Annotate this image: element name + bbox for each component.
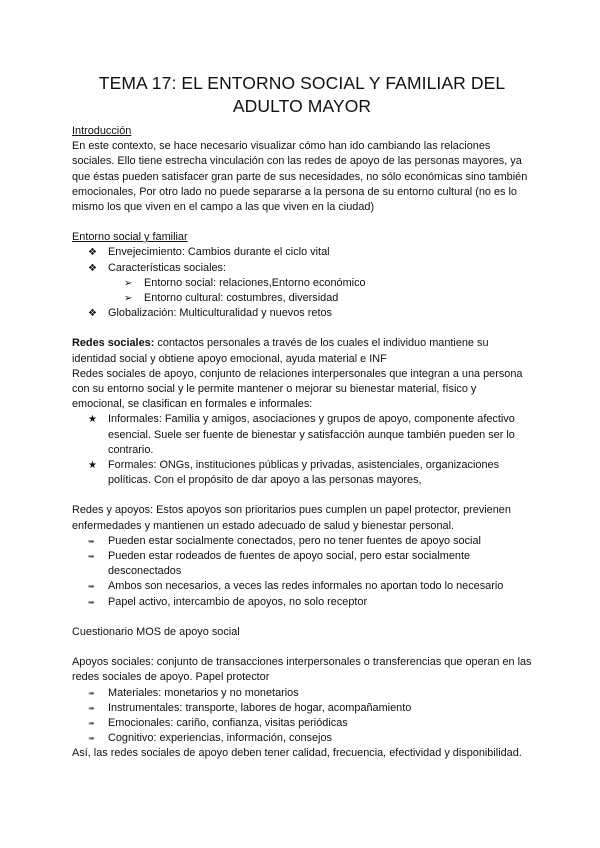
list-item: ★ Formales: ONGs, instituciones públicas y privadas, asistenciales, organizaciones políticas. Con el propósito de dar apoyo a las personas mayores, — [88, 459, 500, 487]
list-item: ➠ Instrumentales: transporte, labores de hogar, acompañamiento — [72, 701, 532, 716]
list-item: ➢ Entorno cultural: costumbres, diversidad — [72, 291, 532, 306]
list-item: ➢ Entorno social: relaciones,Entorno económico — [72, 276, 532, 291]
entorno-list — [72, 245, 532, 275]
entorno-sublist — [72, 276, 532, 306]
list-item: ➠ Emocionales: cariño, confianza, visitas periódicas — [72, 716, 532, 731]
list-item: ➥ Pueden estar socialmente conectados, pero no tener fuentes de apoyo social — [72, 534, 532, 549]
arrow-bullet-icon: ➠ — [88, 718, 95, 728]
list-item: ★ Informales: Familia y amigos, asociaciones y grupos de apoyo, componente afectivo esencial. Suele ser fuente de bienestar y satisfacción aunque también pueden ser lo contrario. — [88, 413, 515, 456]
arrow-bullet-icon: ➠ — [88, 734, 95, 744]
curved-arrow-bullet-icon: ➥ — [88, 552, 95, 562]
list-item: ❖ Globalización: Multiculturalidad y nuevos retos — [72, 306, 532, 321]
entorno-heading: Entorno social y familiar — [72, 231, 188, 244]
redes-definition: Redes sociales: contactos personales a través de los cuales el individuo mantiene su identidad social y obtiene apoyo emocional, ayuda material e INF — [72, 337, 489, 365]
closing-paragraph: Así, las redes sociales de apoyo deben tener calidad, frecuencia, efectividad y disponibilidad. — [72, 747, 522, 760]
star-bullet-icon: ★ — [88, 460, 97, 472]
redes-apoyos-paragraph: Redes y apoyos: Estos apoyos son prioritarios pues cumplen un papel protector, previenen enfermedades y mantienen un estado adecuado de salud y bienestar personal. — [72, 504, 511, 532]
cuestionario-line: Cuestionario MOS de apoyo social — [72, 625, 240, 638]
apoyos-list — [72, 686, 532, 747]
list-item: ❖ Envejecimiento: Cambios durante el ciclo vital — [72, 245, 532, 260]
arrowhead-bullet-icon: ➢ — [124, 293, 133, 305]
list-item: ➠ Cognitivo: experiencias, información, consejos — [72, 731, 532, 746]
intro-heading: Introducción — [72, 125, 132, 137]
page-title: TEMA 17: EL ENTORNO SOCIAL Y FAMILIAR DEL ADULTO MAYOR — [98, 73, 506, 116]
list-item: ➥ Ambos son necesarios, a veces las redes informales no aportan todo lo necesario — [72, 579, 532, 594]
curved-arrow-bullet-icon: ➥ — [88, 582, 95, 592]
redes-apoyo-paragraph: Redes sociales de apoyo, conjunto de relaciones interpersonales que integran a una persona con su entorno social y le permite mantener o mejorar su bienestar material, físico y emocional, se clasifican en formales e informales: — [72, 367, 523, 411]
list-item: ❖ Características sociales: — [72, 261, 532, 276]
star-bullet-icon: ★ — [88, 414, 97, 426]
list-item: ➥ Pueden estar rodeados de fuentes de apoyo social, pero estar socialmente desconectados — [88, 550, 471, 578]
diamond-bullet-icon: ❖ — [88, 262, 97, 274]
diamond-bullet-icon: ❖ — [88, 247, 97, 259]
arrow-bullet-icon: ➠ — [88, 703, 95, 713]
redes-apoyos-list — [72, 534, 532, 610]
redes-list — [72, 412, 532, 488]
intro-paragraph: En este contexto, se hace necesario visualizar cómo han ido cambiando las relaciones sociales. Ello tiene estrecha vinculación con las redes de apoyo de las personas mayores, ya que éstas pueden satisfacer gran parte de sus necesidades, no sólo económicas sino también emocionales, Por otro lado no puede separarse a la persona de su entorno cultural (no es lo mismo los que viven en el campo a las que viven en la ciudad) — [72, 140, 528, 214]
apoyos-paragraph: Apoyos sociales: conjunto de transacciones interpersonales o transferencias que operan en las redes sociales de apoyo. Papel protector — [72, 656, 532, 684]
document-page — [72, 72, 532, 762]
arrowhead-bullet-icon: ➢ — [124, 277, 133, 289]
curved-arrow-bullet-icon: ➥ — [88, 597, 95, 607]
list-item: ➠ Materiales: monetarios y no monetarios — [72, 686, 532, 701]
list-item: ➥ Papel activo, intercambio de apoyos, no solo receptor — [72, 595, 532, 610]
curved-arrow-bullet-icon: ➥ — [88, 536, 95, 546]
arrow-bullet-icon: ➠ — [88, 688, 95, 698]
diamond-bullet-icon: ❖ — [88, 308, 97, 320]
